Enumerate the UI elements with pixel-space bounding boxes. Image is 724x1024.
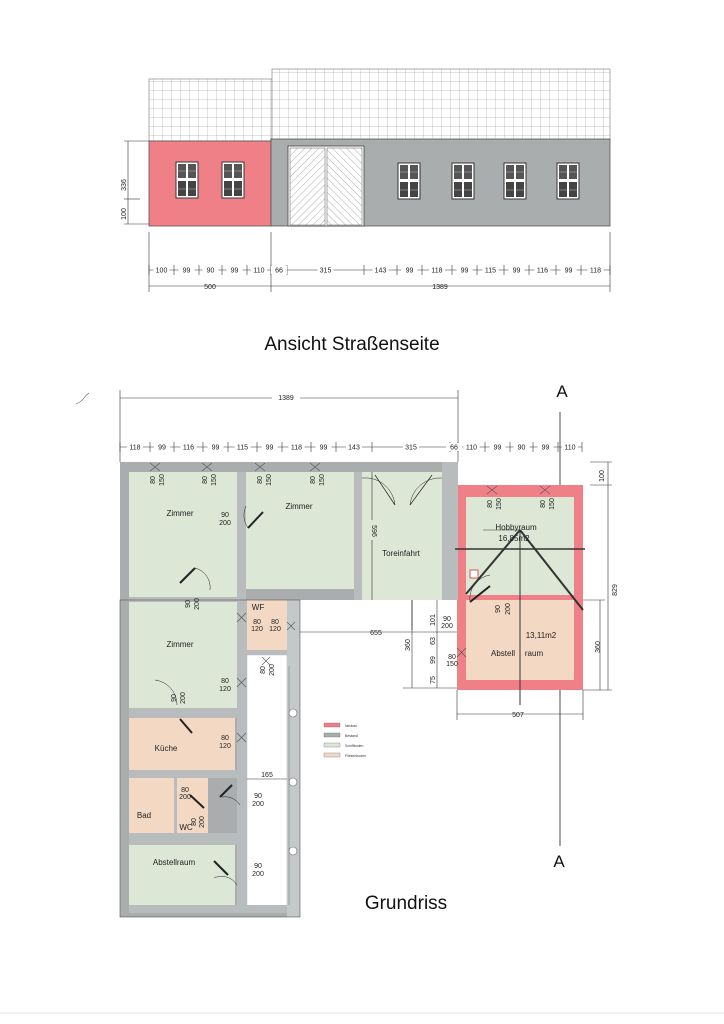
legend — [324, 723, 366, 758]
svg-text:200: 200 — [219, 520, 231, 527]
svg-text:120: 120 — [269, 626, 281, 633]
dimension-label: 115 — [236, 444, 249, 452]
dimension-label: 100 — [155, 267, 168, 275]
dimension-label: 110 — [253, 267, 265, 275]
dim-label: 100 — [599, 470, 606, 482]
roof-left — [149, 79, 272, 141]
room-label: Zimmer — [166, 640, 194, 649]
svg-text:80: 80 — [448, 654, 456, 661]
svg-text:80: 80 — [181, 787, 189, 794]
dim-label: 507 — [512, 712, 524, 719]
svg-text:80: 80 — [221, 678, 229, 685]
width-label: 500 — [204, 284, 216, 291]
height-label: 336 — [121, 179, 128, 191]
window — [504, 163, 526, 199]
legend-swatch-schiffboden — [324, 743, 340, 747]
svg-text:80: 80 — [221, 735, 229, 742]
dimension-label: 66 — [450, 444, 458, 452]
dimension-label: 110 — [564, 444, 576, 452]
dimension-label: 118 — [589, 267, 602, 275]
room-label: Zimmer — [166, 509, 194, 518]
room-label: Abstell — [490, 649, 516, 658]
svg-text:120: 120 — [219, 743, 231, 750]
svg-text:80: 80 — [271, 619, 279, 626]
dimension-label: 118 — [129, 444, 141, 452]
legend-label: Neubau — [345, 724, 358, 728]
window — [452, 163, 474, 199]
svg-text:150: 150 — [549, 498, 556, 510]
svg-text:90: 90 — [254, 863, 262, 870]
svg-text:90: 90 — [185, 600, 192, 608]
room-label: 13,11m2 — [525, 631, 557, 640]
elevation-title: Ansicht Straßenseite — [264, 334, 440, 355]
svg-text:200: 200 — [269, 664, 276, 676]
room-label: 16,85m2 — [498, 534, 530, 543]
room-zimmer-2 — [246, 472, 354, 589]
facade-neubau — [149, 141, 271, 226]
height-label: 100 — [121, 208, 128, 220]
svg-text:200: 200 — [179, 794, 191, 801]
street-elevation — [149, 69, 610, 226]
svg-text:200: 200 — [194, 598, 201, 610]
room-label: Hobbyraum — [495, 523, 537, 532]
svg-text:120: 120 — [251, 626, 263, 633]
svg-text:90: 90 — [443, 616, 451, 623]
dim-label: 101 — [430, 614, 437, 626]
svg-text:90: 90 — [254, 793, 262, 800]
svg-text:80: 80 — [150, 476, 157, 484]
window — [222, 162, 244, 198]
room-label: Zimmer — [285, 502, 313, 511]
svg-text:90: 90 — [221, 512, 229, 519]
dimension-label: 99 — [512, 267, 521, 275]
dim-label: 655 — [370, 630, 382, 637]
svg-text:150: 150 — [211, 474, 218, 486]
legend-swatch-bestand — [324, 733, 340, 737]
corridor — [247, 655, 287, 907]
dimension-label: 90 — [206, 267, 215, 275]
gate-right-leaf — [327, 148, 362, 225]
room-bad — [129, 778, 174, 833]
room-label: Toreinfahrt — [382, 549, 420, 558]
dimension-label: 99 — [319, 444, 328, 452]
svg-text:80: 80 — [253, 619, 261, 626]
elevation-width-dims — [149, 232, 610, 292]
svg-text:80: 80 — [487, 500, 494, 508]
total-width-label: 1389 — [278, 395, 294, 402]
legend-label: Bestand — [345, 734, 358, 738]
signature-mark — [76, 393, 89, 404]
section-marker-bottom: A — [553, 852, 565, 871]
svg-text:150: 150 — [159, 474, 166, 486]
svg-text:200: 200 — [441, 623, 453, 630]
svg-text:200: 200 — [505, 603, 512, 615]
svg-text:80: 80 — [257, 476, 264, 484]
plan-width-dims — [120, 390, 582, 462]
svg-text:150: 150 — [266, 474, 273, 486]
dimension-label: 99 — [405, 267, 414, 275]
svg-text:200: 200 — [252, 871, 264, 878]
dim-label: 829 — [612, 584, 619, 596]
dimension-label: 315 — [319, 267, 332, 275]
svg-text:80: 80 — [191, 818, 198, 826]
dimension-label: 90 — [517, 444, 526, 452]
legend-swatch-neubau — [324, 723, 340, 727]
legend-label: Fliesenboden — [345, 754, 367, 758]
svg-text:150: 150 — [319, 474, 326, 486]
window — [557, 163, 579, 199]
svg-text:150: 150 — [496, 498, 503, 510]
svg-text:80: 80 — [202, 476, 209, 484]
svg-text:80: 80 — [540, 500, 547, 508]
svg-text:120: 120 — [219, 686, 231, 693]
dimension-label: 99 — [541, 444, 550, 452]
svg-text:80: 80 — [260, 666, 267, 674]
dimension-label: 143 — [348, 444, 360, 452]
dimension-label: 66 — [275, 267, 283, 275]
legend-label: Schiffboden — [345, 744, 364, 748]
section-marker-top: A — [556, 382, 568, 401]
dim-label: 360 — [405, 639, 412, 651]
dimension-label: 99 — [460, 267, 469, 275]
dim-label: 63 — [430, 637, 437, 645]
dimension-label: 115 — [484, 267, 497, 275]
dimension-label: 116 — [536, 267, 549, 275]
legend-swatch-fliesenboden — [324, 753, 340, 757]
room-label: raum — [524, 649, 544, 658]
svg-text:90: 90 — [171, 694, 178, 702]
plan-title: Grundriss — [364, 893, 448, 914]
dimension-label: 99 — [564, 267, 573, 275]
roof-right — [272, 69, 610, 141]
room-zimmer-1 — [129, 472, 237, 597]
gate-left-leaf — [290, 148, 325, 225]
dim-label: 75 — [430, 676, 437, 684]
dimension-label: 99 — [211, 444, 220, 452]
svg-text:90: 90 — [495, 605, 502, 613]
width-label: 1389 — [432, 284, 448, 291]
svg-text:80: 80 — [310, 476, 317, 484]
dimension-label: 118 — [290, 444, 303, 452]
room-label: Küche — [154, 744, 178, 753]
svg-text:200: 200 — [252, 801, 264, 808]
dimension-label: 99 — [158, 444, 166, 452]
dimension-label: 143 — [374, 267, 387, 275]
window — [176, 162, 198, 198]
window — [398, 163, 420, 199]
dimension-label: 99 — [493, 444, 502, 452]
room-label: Bad — [136, 811, 152, 820]
dimension-label: 110 — [465, 444, 478, 452]
room-abstellraum — [129, 845, 235, 905]
dim-label: 165 — [261, 772, 273, 779]
dim-label: 99 — [430, 656, 437, 664]
dim-label: 596 — [370, 525, 377, 537]
dimension-label: 99 — [182, 267, 191, 275]
dimension-label: 118 — [431, 267, 443, 275]
svg-text:150: 150 — [446, 661, 458, 668]
elevation-height-dims — [121, 141, 149, 224]
dimension-label: 99 — [230, 267, 239, 275]
svg-text:200: 200 — [199, 816, 206, 828]
dim-label: 360 — [595, 641, 602, 653]
dimension-label: 99 — [265, 444, 274, 452]
room-label: Abstellraum — [152, 858, 196, 867]
dimension-label: 116 — [182, 444, 195, 452]
svg-text:200: 200 — [180, 692, 187, 704]
room-label: WF — [251, 603, 265, 612]
room-label: WC — [179, 823, 193, 832]
plan-right-dims — [583, 462, 619, 690]
dimension-label: 315 — [405, 444, 417, 452]
